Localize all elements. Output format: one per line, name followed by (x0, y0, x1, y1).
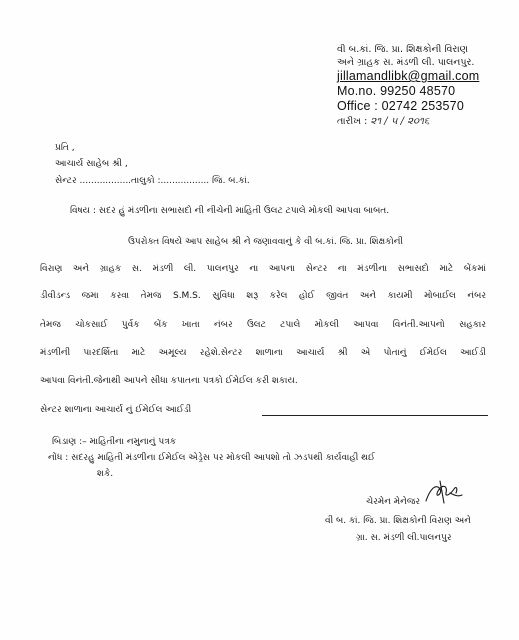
letterhead-society-name: વી બ.કાં. જિ. પ્રા. શિક્ષકોની વિરાણ (337, 44, 468, 55)
letterhead-email[interactable]: jillamandlibk@gmail.com (337, 69, 480, 83)
signatory-titles: ચેરમેન મેનેજર (366, 497, 420, 507)
body-line-5: મંડળીની પારદર્શિતા માટે અમૂલ્ય રહેશે.સેન્ટર શાળાના આચાર્ય શ્રી એ પોતાનું ઈમેઈલ આઈડી (40, 348, 486, 358)
recipient-to: પ્રતિ , (55, 143, 75, 153)
letterhead-office-phone: Office : 02742 253570 (337, 99, 464, 113)
enclosure-line: બિડાણ :– માહિતીના નમુનાનું પત્રક (52, 437, 177, 447)
body-line-4: તેમજ ચોકસાઈ પુર્વક બેંક ખાતા નંબર ઉલટ ટપાલે મોકલી આપવા વિનંતી.આપનો સહકાર (40, 320, 486, 330)
letter-subject: વિષય : સદર હું મંડળીના સભાસદો ની નીચેની માહિતી ઉલટ ટપાલે મોકલી આપવા બાબત. (70, 206, 390, 216)
date-label: તારીખ : (337, 116, 368, 127)
recipient-addressee: આચાર્ય સાહેબ શ્રી , (55, 159, 128, 169)
note-line-1: નોંધ : સદરહુ માહિતી મંડળીના ઈમેઈલ એડ્રેસ પર મોકલી આપશો તો ઝડપથી કાર્યવાહી થઈ (48, 453, 376, 463)
note-line-2: શકે. (97, 469, 114, 479)
signatory-org-line-2: ગ્રા. સ. મંડળી લી.પાલનપુર (356, 533, 452, 543)
signatory-org-line-1: વી બ. કાં. જિ. પ્રા. શિક્ષકોની વિરાણ અને (325, 516, 471, 526)
body-line-2: વિરાણ અને ગ્રાહક સ. મંડળી લી. પાલનપુર ના આપના સેન્ટર ના મંડળીના સભાસદો માટે બેંકમાં (40, 264, 486, 274)
body-line-3: ડીવીડન્ડ જમા કરવા તેમજ S.M.S. સુવિધા શરૂ કરેલ હોઈ જીવંત અને કાયમી મોબાઈલ નંબર (40, 291, 486, 301)
body-line-1: ઉપરોક્ત વિષયે આપ સાહેબ શ્રી ને જણાવવાનું કે વી બ.કાં. જિ. પ્રા. શિક્ષકોની (128, 237, 404, 247)
letterhead-mobile: Mo.no. 99250 48570 (337, 84, 456, 98)
handwritten-signature (420, 479, 466, 507)
body-line-6: આપવા વિનંતી.જેનાથી આપને સીધા કપાતના પત્રકો ઈમેઈલ કરી શકાય. (40, 376, 298, 386)
date-value: ૨૧ / ૫ / ૨૦૧૬ (370, 116, 430, 127)
email-blank-line (262, 415, 488, 416)
letterhead-society-place: અને ગ્રાહક સ. મંડળી લી. પાલનપુર. (337, 57, 475, 68)
recipient-center-line: સેન્ટર ..................તાલુકો :................. જિ. બ.કાં. (55, 176, 250, 186)
principal-email-text: સેન્ટર શાળાના આચાર્ય નું ઈમેઈલ આઈડી (40, 405, 192, 415)
principal-email-label (40, 405, 191, 416)
letter-date (337, 116, 430, 127)
